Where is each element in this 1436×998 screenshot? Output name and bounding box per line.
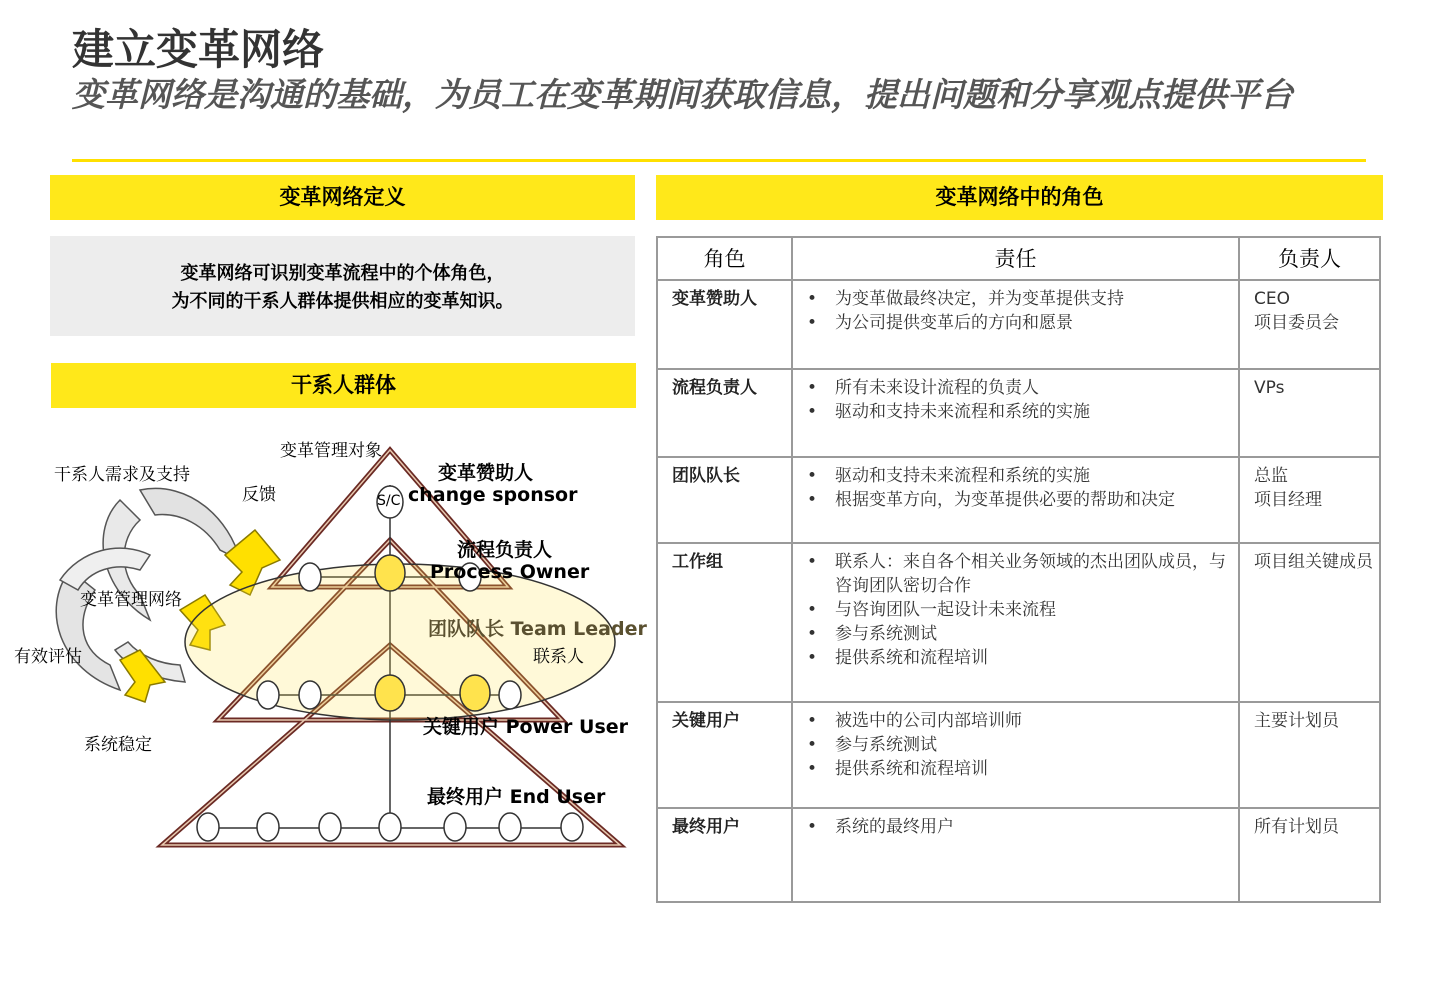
owner-cell xyxy=(1239,369,1380,457)
table-row xyxy=(657,369,1380,457)
owner-item: 项目委员会 xyxy=(1254,313,1339,333)
owner-cell xyxy=(1239,543,1380,702)
roles-table xyxy=(656,236,1381,903)
duty-item: • 参与系统测试 xyxy=(807,733,1228,757)
cycle-label-stability: 系统稳定 xyxy=(84,735,152,755)
table-row xyxy=(657,702,1380,808)
cycle-label-network: 变革管理网络 xyxy=(80,590,182,610)
sc-label: S/C xyxy=(377,493,401,509)
role-cell: 流程负责人 xyxy=(657,369,792,457)
duty-cell xyxy=(792,280,1239,369)
header-duty: 责任 xyxy=(792,237,1239,280)
duty-item: • 提供系统和流程培训 xyxy=(807,757,1228,781)
change-target-label: 变革管理对象 xyxy=(280,441,382,461)
owner-cell xyxy=(1239,457,1380,543)
owner-item: CEO xyxy=(1254,289,1290,309)
role-cell: 团队队长 xyxy=(657,457,792,543)
duty-cell xyxy=(792,543,1239,702)
page-title: 建立变革网络 xyxy=(72,25,325,74)
duty-item: • 提供系统和流程培训 xyxy=(807,646,1228,670)
level-sponsor-en: change sponsor xyxy=(408,484,578,506)
duty-cell xyxy=(792,369,1239,457)
duty-item: • 被选中的公司内部培训师 xyxy=(807,709,1228,733)
header-role: 角色 xyxy=(657,237,792,280)
owner-cell xyxy=(1239,280,1380,369)
level-sponsor-cn: 变革赞助人 xyxy=(438,462,534,484)
duty-item: • 驱动和支持未来流程和系统的实施 xyxy=(807,400,1228,424)
level-contact: 联系人 xyxy=(533,647,584,667)
cycle-label-evaluation: 有效评估 xyxy=(14,647,82,667)
duty-item: • 驱动和支持未来流程和系统的实施 xyxy=(807,464,1228,488)
roles-header: 变革网络中的角色 xyxy=(656,175,1383,220)
table-header-row xyxy=(657,237,1380,280)
table-row xyxy=(657,280,1380,369)
definition-box xyxy=(50,236,635,336)
header-owner: 负责人 xyxy=(1239,237,1380,280)
table-row xyxy=(657,457,1380,543)
level-process-owner-cn: 流程负责人 xyxy=(457,539,553,561)
owner-item: 所有计划员 xyxy=(1254,817,1339,837)
duty-item: • 系统的最终用户 xyxy=(807,815,1228,839)
duty-item: • 联系人：来自各个相关业务领域的杰出团队成员，与咨询团队密切合作 xyxy=(807,550,1228,598)
stakeholder-diagram xyxy=(0,420,660,880)
definition-line-1: 变革网络可识别变革流程中的个体角色， xyxy=(180,263,505,284)
owner-item: 总监 xyxy=(1254,466,1288,486)
definition-header: 变革网络定义 xyxy=(50,175,635,220)
owner-cell xyxy=(1239,702,1380,808)
owner-item: 项目经理 xyxy=(1254,490,1322,510)
role-cell: 变革赞助人 xyxy=(657,280,792,369)
level-team-leader: 团队队长 Team Leader xyxy=(428,618,647,640)
duty-item: • 根据变革方向，为变革提供必要的帮助和决定 xyxy=(807,488,1228,512)
duty-cell xyxy=(792,457,1239,543)
table-row xyxy=(657,543,1380,702)
definition-line-2: 为不同的干系人群体提供相应的变革知识。 xyxy=(171,291,514,312)
level-process-owner-en: Process Owner xyxy=(430,561,590,583)
title-divider xyxy=(72,159,1366,162)
role-cell: 最终用户 xyxy=(657,808,792,902)
level-power-user: 关键用户 Power User xyxy=(423,716,629,738)
stakeholder-header: 干系人群体 xyxy=(51,363,636,408)
duty-item: • 为公司提供变革后的方向和愿景 xyxy=(807,311,1228,335)
owner-item: VPs xyxy=(1254,378,1285,398)
duty-item: • 为变革做最终决定，并为变革提供支持 xyxy=(807,287,1228,311)
duty-item: • 所有未来设计流程的负责人 xyxy=(807,376,1228,400)
duty-item: • 参与系统测试 xyxy=(807,622,1228,646)
duty-cell xyxy=(792,808,1239,902)
duty-cell xyxy=(792,702,1239,808)
cycle-label-feedback: 反馈 xyxy=(242,485,276,505)
cycle-label-needs: 干系人需求及支持 xyxy=(54,465,190,485)
role-cell: 关键用户 xyxy=(657,702,792,808)
owner-cell xyxy=(1239,808,1380,902)
page-subtitle: 变革网络是沟通的基础，为员工在变革期间获取信息，提出问题和分享观点提供平台 xyxy=(72,75,1293,114)
level-end-user: 最终用户 End User xyxy=(427,786,606,808)
owner-item: 主要计划员 xyxy=(1254,711,1339,731)
role-cell: 工作组 xyxy=(657,543,792,702)
owner-item: 项目组关键成员 xyxy=(1254,552,1373,572)
duty-item: • 与咨询团队一起设计未来流程 xyxy=(807,598,1228,622)
table-row xyxy=(657,808,1380,902)
